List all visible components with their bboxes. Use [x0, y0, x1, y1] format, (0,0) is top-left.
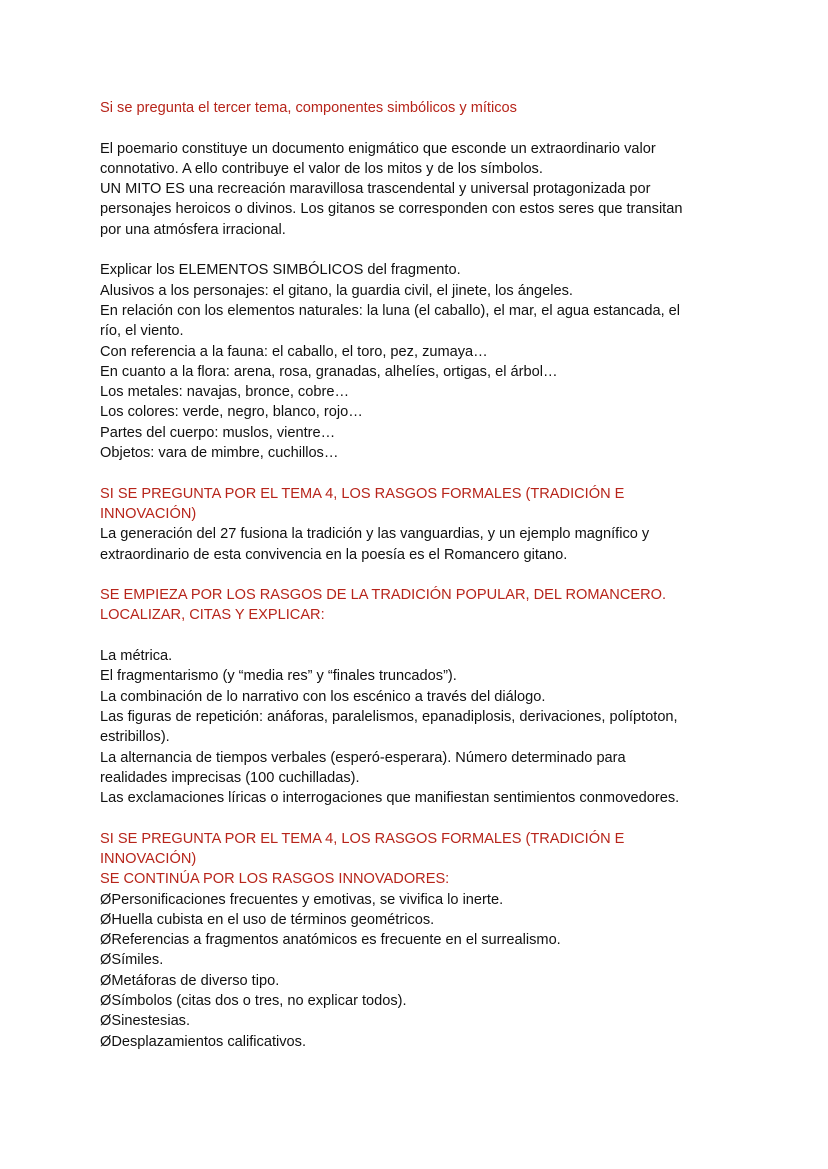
list-item: Las figuras de repetición: anáforas, paralelismos, epanadiplosis, derivaciones, políptoton,: [100, 708, 678, 725]
intro-p2-line-1: UN MITO ES una recreación maravillosa trascendental y universal protagonizada por: [100, 181, 651, 198]
list-item: ØPersonificaciones frecuentes y emotivas, se vivifica lo inerte.: [100, 891, 504, 908]
list-item: ØSímbolos (citas dos o tres, no explicar todos).: [100, 993, 407, 1010]
heading-innovadores: SE CONTINÚA POR LOS RASGOS INNOVADORES:: [100, 871, 450, 888]
list-item: Con referencia a la fauna: el caballo, el toro, pez, zumaya…: [100, 343, 488, 360]
list-item: ØSinestesias.: [100, 1013, 191, 1030]
heading-tema-4-line-1: SI SE PREGUNTA POR EL TEMA 4, LOS RASGOS FORMALES (TRADICIÓN E: [100, 485, 625, 502]
document-page: [100, 98, 720, 1052]
heading-tradicion-line-2: LOCALIZAR, CITAS Y EXPLICAR:: [100, 607, 325, 624]
list-item: Las exclamaciones líricas o interrogaciones que manifiestan sentimientos conmovedores.: [100, 790, 680, 807]
list-item: La combinación de lo narrativo con los escénico a través del diálogo.: [100, 688, 546, 705]
intro-section: [100, 139, 720, 240]
innovacion-section: [100, 829, 720, 1052]
intro-p1-line-2: connotativo. A ello contribuye el valor de los mitos y de los símbolos.: [100, 160, 543, 177]
list-item: En relación con los elementos naturales: la luna (el caballo), el mar, el agua estancada, el: [100, 302, 681, 319]
spacer: [100, 463, 720, 483]
list-item: ØHuella cubista en el uso de términos geométricos.: [100, 911, 435, 928]
spacer: [100, 565, 720, 585]
tema4-body-line-1: La generación del 27 fusiona la tradición y las vanguardias, y un ejemplo magnífico y: [100, 526, 650, 543]
list-item: El fragmentarismo (y “media res” y “finales truncados”).: [100, 668, 457, 685]
tema4-intro-section: [100, 484, 720, 565]
list-item: La métrica.: [100, 648, 173, 665]
heading-tema-4b-line-1: SI SE PREGUNTA POR EL TEMA 4, LOS RASGOS FORMALES (TRADICIÓN E: [100, 830, 625, 847]
list-item: En cuanto a la flora: arena, rosa, granadas, alhelíes, ortigas, el árbol…: [100, 363, 558, 380]
list-item: Objetos: vara de mimbre, cuchillos…: [100, 445, 339, 462]
spacer: [100, 240, 720, 260]
list-item: ØReferencias a fragmentos anatómicos es frecuente en el surrealismo.: [100, 932, 561, 949]
list-item: La alternancia de tiempos verbales (esperó-esperara). Número determinado para: [100, 749, 626, 766]
list-item: Los colores: verde, negro, blanco, rojo…: [100, 404, 363, 421]
heading-tradicion-line-1: SE EMPIEZA POR LOS RASGOS DE LA TRADICIÓN POPULAR, DEL ROMANCERO.: [100, 587, 667, 604]
list-item: estribillos).: [100, 729, 170, 746]
list-item: ØDesplazamientos calificativos.: [100, 1033, 307, 1050]
intro-p1-line-1: El poemario constituye un documento enigmático que esconde un extraordinario valor: [100, 140, 656, 157]
intro-p2-line-3: por una atmósfera irracional.: [100, 221, 286, 238]
list-item: ØMetáforas de diverso tipo.: [100, 972, 280, 989]
list-item: ØSímiles.: [100, 952, 164, 969]
list-item: realidades imprecisas (100 cuchilladas).: [100, 769, 360, 786]
spacer: [100, 626, 720, 646]
heading-tema-3: Si se pregunta el tercer tema, componentes simbólicos y míticos: [100, 100, 517, 116]
spacer: [100, 808, 720, 828]
simbolos-section: [100, 260, 720, 463]
simbolos-title: Explicar los ELEMENTOS SIMBÓLICOS del fragmento.: [100, 262, 461, 279]
list-item: Partes del cuerpo: muslos, vientre…: [100, 424, 336, 441]
heading-tema-4b-line-2: INNOVACIÓN): [100, 850, 197, 867]
heading-tema-4-line-2: INNOVACIÓN): [100, 505, 197, 522]
tema4-body-line-2: extraordinario de esta convivencia en la poesía es el Romancero gitano.: [100, 546, 568, 563]
list-item: Los metales: navajas, bronce, cobre…: [100, 384, 350, 401]
list-item: río, el viento.: [100, 323, 184, 340]
tradicion-section: [100, 585, 720, 808]
list-item: Alusivos a los personajes: el gitano, la guardia civil, el jinete, los ángeles.: [100, 282, 573, 299]
intro-p2-line-2: personajes heroicos o divinos. Los gitanos se corresponden con estos seres que transitan: [100, 201, 683, 218]
spacer: [100, 118, 720, 138]
